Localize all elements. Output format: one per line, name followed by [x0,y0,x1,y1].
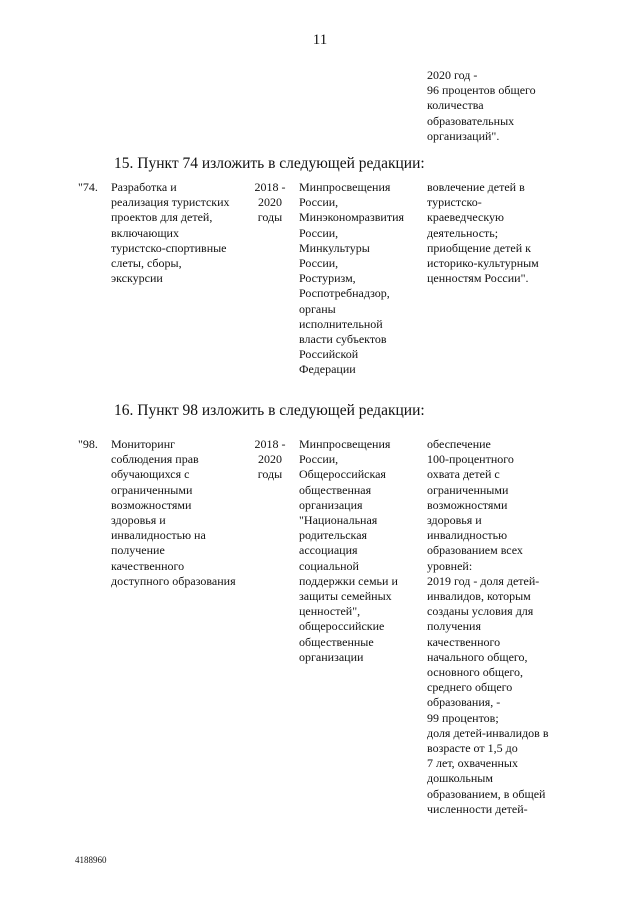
text-line: ассоциация [299,543,358,558]
text-line: Федерации [299,362,356,377]
text-line: возможностями [111,497,192,512]
section-16-item-number: "98. [78,437,98,451]
text-line: Ростуризм, [299,271,356,286]
section-15-activity-cell [111,180,230,286]
text-line: вовлечение детей в [427,180,525,194]
text-line: России, [299,195,339,210]
text-line: инвалидов, которым [427,589,531,604]
text-line: 2018 - [254,437,286,451]
section-16-result-cell [427,437,549,817]
text-line: России, [299,256,339,271]
text-line: организация [299,497,363,512]
text-line: родительская [299,528,368,543]
text-line: соблюдения прав [111,452,199,467]
text-line: деятельность; [427,225,499,240]
text-line: 2018 - [254,180,286,194]
text-line: власти субъектов [299,332,387,347]
text-line: ценностям России". [427,271,529,286]
text-line: получение [111,543,165,558]
text-line: инвалидностью на [111,528,206,543]
text-line: России, [299,452,339,467]
text-line: созданы условия для [427,604,534,619]
text-line: поддержки семьи и [299,573,398,588]
section-15-executors-cell [299,180,404,378]
section-16-heading: 16. Пункт 98 изложить в следующей редакции: [114,402,425,419]
text-line: слеты, сборы, [111,256,182,271]
text-line: 2020 [258,452,282,467]
text-line: исполнительной [299,316,383,331]
text-line: социальной [299,558,359,573]
text-line: экскурсии [111,271,163,286]
text-line: дошкольным [427,771,493,786]
text-line: общественная [299,482,372,497]
text-line: здоровья и [427,513,482,528]
text-line: образования, - [427,695,501,710]
section-15-result-cell [427,180,539,286]
text-line: образованием всех [427,543,523,558]
text-line: среднего общего [427,680,513,695]
text-line: обучающихся с [111,467,190,482]
section-16-period-cell [245,437,295,483]
text-line: 2020 год - [427,68,478,82]
text-line: 7 лет, охваченных [427,756,518,771]
document-id: 4188960 [75,855,107,865]
text-line: общероссийские [299,619,385,634]
carry-over-result-cell [427,68,536,144]
text-line: обеспечение [427,437,491,451]
text-line: включающих [111,225,179,240]
section-15-item-number: "74. [78,180,98,194]
text-line: начального общего, [427,649,528,664]
text-line: Разработка и [111,180,177,194]
text-line: качественного [111,558,185,573]
text-line: 2020 [258,195,282,210]
text-line: Минэкономразвития [299,210,405,225]
text-line: количества [427,98,484,113]
text-line: "Национальная [299,513,378,528]
text-line: общественные [299,634,374,649]
text-line: России, [299,225,339,240]
text-line: Общероссийская [299,467,386,482]
text-line: ограниченными [111,482,193,497]
text-line: возрасте от 1,5 до [427,741,518,756]
text-line: уровней: [427,558,473,573]
text-line: охвата детей с [427,467,500,482]
text-line: 96 процентов общего [427,83,536,98]
text-line: туристско-спортивные [111,240,227,255]
text-line: туристско- [427,195,482,210]
text-line: качественного [427,634,501,649]
text-line: реализация туристских [111,195,230,210]
text-line: 99 процентов; [427,710,499,725]
text-line: защиты семейных [299,589,392,604]
text-line: годы [257,467,283,482]
text-line: Российской [299,347,359,362]
section-15-heading: 15. Пункт 74 изложить в следующей редакции: [114,155,425,172]
text-line: доступного образования [111,573,236,588]
text-line: образованием, в общей [427,786,546,801]
text-line: образовательных [427,113,515,128]
text-line: доля детей-инвалидов в [427,725,549,740]
text-line: возможностями [427,497,508,512]
text-line: Мониторинг [111,437,176,451]
section-16-activity-cell [111,437,236,589]
section-15-period-cell [245,180,295,226]
text-line: 2019 год - доля детей- [427,573,540,588]
text-line: историко-культурным [427,256,539,271]
text-line: краеведческую [427,210,504,225]
text-line: приобщение детей к [427,240,531,255]
text-line: численности детей- [427,801,528,816]
text-line: Минпросвещения [299,180,391,194]
text-line: Минкультуры [299,240,370,255]
page-number: 11 [312,32,328,48]
text-line: Роспотребнадзор, [299,286,390,301]
section-16-executors-cell [299,437,398,665]
text-line: Минпросвещения [299,437,391,451]
text-line: инвалидностью [427,528,508,543]
text-line: ценностей", [299,604,361,619]
text-line: организации [299,649,364,664]
text-line: основного общего, [427,665,524,680]
text-line: органы [299,301,336,316]
text-line: ограниченными [427,482,509,497]
text-line: проектов для детей, [111,210,213,225]
text-line: 100-процентного [427,452,514,467]
text-line: годы [257,210,283,225]
text-line: получения [427,619,481,634]
text-line: здоровья и [111,513,166,528]
text-line: организаций". [427,128,500,143]
